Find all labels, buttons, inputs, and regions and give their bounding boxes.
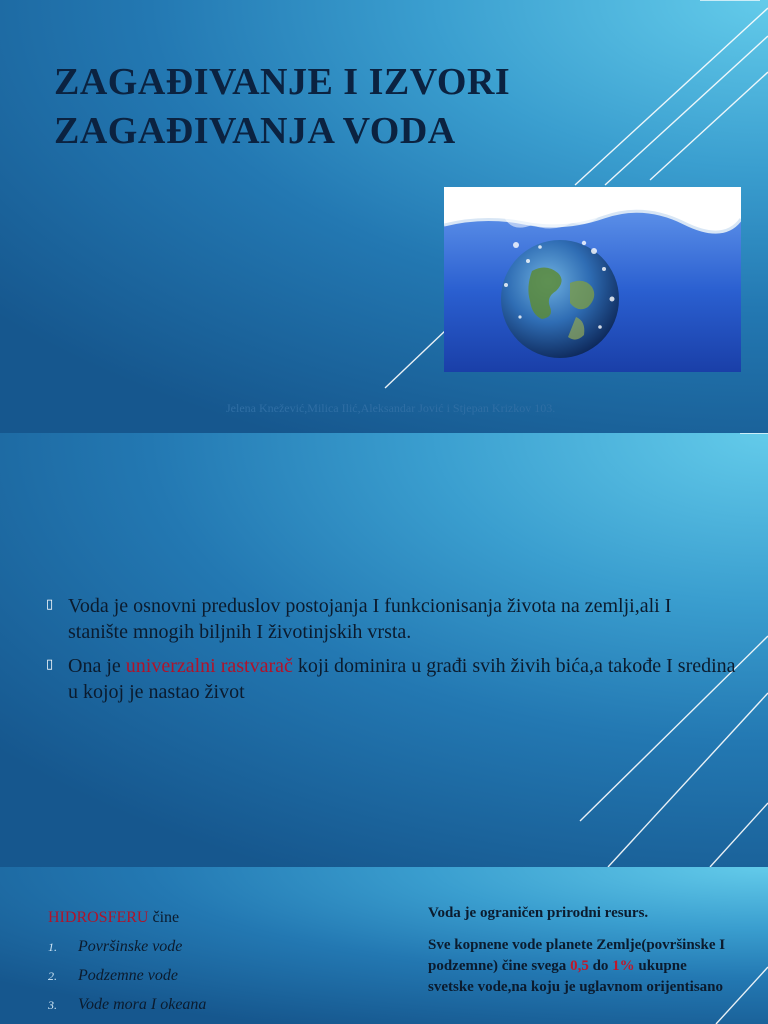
list-number: 2.	[48, 969, 57, 983]
title-line-1: ZAGAĐIVANJE I IZVORI	[54, 61, 511, 103]
list-text: Površinske vode	[78, 938, 183, 955]
list-text: Podzemne vode	[78, 967, 178, 984]
slide-title	[54, 58, 594, 157]
list-number: 3.	[48, 998, 57, 1012]
earth-in-water-photo	[444, 187, 741, 372]
resource-value-high: 1%	[612, 958, 635, 974]
water-types-list	[48, 938, 378, 1014]
list-item	[48, 967, 378, 985]
resource-text-block	[428, 903, 728, 1009]
authors-caption: Jelena Knežević,Milica Ilić,Aleksandar Jović i Stjepan Krizkov 103.	[226, 401, 556, 415]
intro-bullet-list	[46, 593, 736, 713]
bullet-item	[46, 593, 736, 645]
chevron-right-icon: ▯	[46, 597, 54, 612]
list-item	[48, 996, 378, 1014]
resource-paragraph-1: Voda je ograničen prirodni resurs.	[428, 905, 649, 921]
hydrosphere-heading-rest: čine	[148, 909, 180, 926]
title-slide	[0, 0, 768, 433]
resource-text: do	[588, 958, 613, 974]
bullet-text-after: koji dominira u građi svih živih bića,a takođe I sredina u kojoj je nastao život	[68, 655, 736, 703]
bullet-item	[46, 653, 736, 705]
resource-paragraph-2	[428, 935, 728, 998]
resource-text: Sve kopnene vode planete Zemlje(površinske I podzemne) čine svega	[428, 937, 726, 974]
hydrosphere-heading	[48, 909, 378, 927]
hydrosphere-term: HIDROSFERU	[48, 909, 149, 926]
intro-slide	[0, 433, 768, 867]
resource-text: ukupne svetske vode,na koju je uglavnom orijentisano	[428, 958, 724, 995]
hydrosphere-block	[48, 909, 378, 1024]
title-line-2: ZAGAĐIVANJA VODA	[54, 110, 456, 153]
list-text: Vode mora I okeana	[78, 996, 207, 1013]
resource-value-low: 0,5	[570, 958, 589, 974]
highlight-term: univerzalni rastvarač	[125, 655, 293, 677]
hydrosphere-slide	[0, 867, 768, 1024]
list-number: 1.	[48, 940, 57, 954]
list-item	[48, 938, 378, 956]
chevron-right-icon: ▯	[46, 657, 54, 672]
bullet-text-before: Ona je	[68, 655, 126, 677]
bullet-text: Voda je osnovni preduslov postojanja I funkcionisanja života na zemlji,ali I stanište mnogih biljnih I životinjskih vrsta.	[68, 595, 672, 643]
